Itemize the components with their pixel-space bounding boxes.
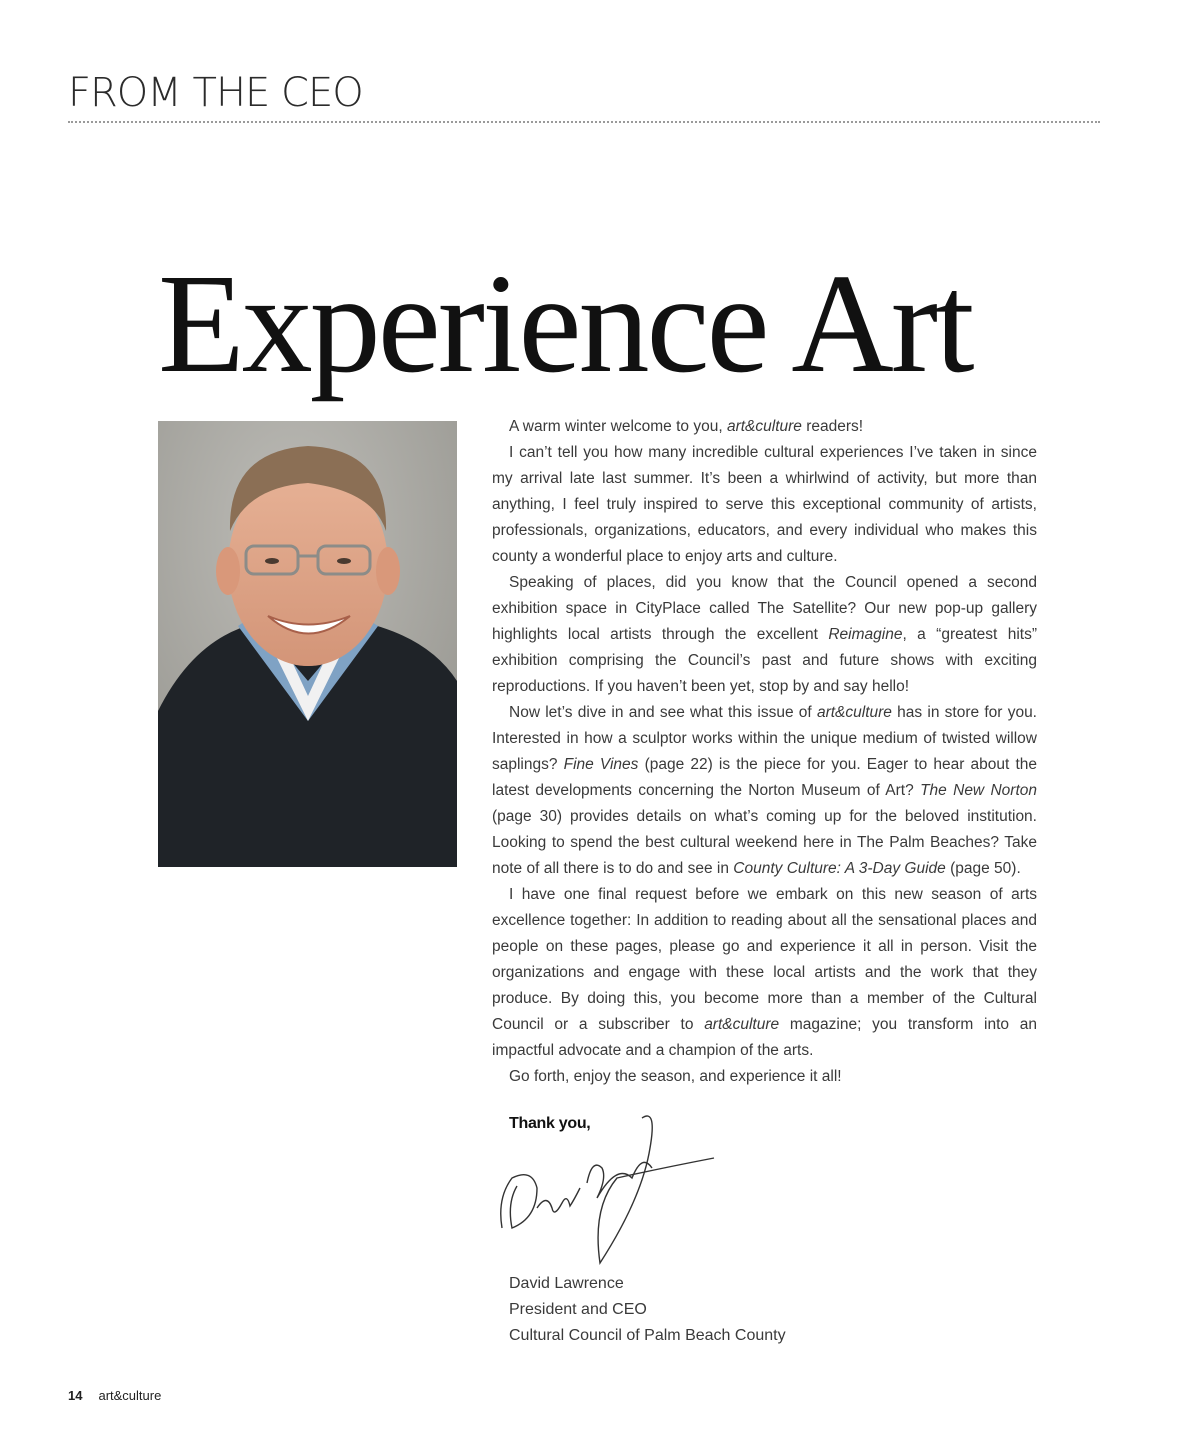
text-run: (page 30) provides details on what’s coming up for the beloved institution. Looking to spend the best cultural weekend here in The Palm Beaches? Take note of all there is to do and see in	[492, 808, 1037, 877]
text-run: A warm winter welcome to you,	[509, 418, 727, 435]
body-paragraph	[492, 440, 1037, 570]
text-run: Speaking of places, did you know that the Council opened a second exhibition space in CityPlace called The Satellite? Our new pop-up gallery highlights local artists through the excellent	[492, 574, 1037, 643]
italic-title-run: art&culture	[704, 1016, 780, 1033]
body-paragraph	[492, 570, 1037, 700]
text-run: I have one final request before we embark on this new season of arts excellence together: In addition to reading about all the sensational places and people on these pages, please go and experience it all in person. Visit the organizations and engage with these local artists and the work that they produce. By doing this, you become more than a member of the Cultural Council or a subscriber to	[492, 886, 1037, 1033]
page-footer	[68, 1388, 161, 1403]
closing-salutation: Thank you,	[509, 1115, 591, 1132]
body-paragraph	[492, 700, 1037, 882]
text-run: readers!	[801, 418, 864, 435]
signatory-name: David Lawrence	[509, 1275, 624, 1292]
dotted-divider	[68, 121, 1100, 123]
text-run: has in store for you. Interested in how a sculptor works within the unique medium of twisted willow saplings?	[492, 704, 1037, 773]
text-run: magazine; you transform into an impactful advocate and a champion of the arts.	[492, 1016, 1037, 1059]
signatory-block	[509, 1271, 786, 1349]
text-run: Now let’s dive in and see what this issue of	[509, 704, 817, 721]
body-paragraph	[492, 1064, 1037, 1090]
handwritten-signature	[492, 1108, 722, 1268]
body-paragraph	[492, 882, 1037, 1064]
body-paragraph	[492, 414, 1037, 440]
italic-title-run: Reimagine	[828, 626, 903, 643]
text-run: Go forth, enjoy the season, and experience it all!	[509, 1068, 842, 1085]
text-run: I can’t tell you how many incredible cultural experiences I’ve taken in since my arrival late last summer. It’s been a whirlwind of activity, but more than anything, I feel truly inspired to serve this exceptional community of artists, professionals, organizations, educators, and every individual who makes this county a wonderful place to enjoy arts and culture.	[492, 444, 1037, 565]
letter-body	[492, 414, 1037, 1090]
italic-title-run: art&culture	[816, 704, 892, 721]
section-title: FROM THE CEO	[68, 70, 363, 116]
italic-title-run: Fine Vines	[563, 756, 639, 773]
page-number: 14	[68, 1388, 83, 1403]
signatory-organization: Cultural Council of Palm Beach County	[509, 1327, 786, 1344]
italic-title-run: The New Norton	[920, 782, 1037, 799]
publication-name: art&culture	[98, 1388, 162, 1403]
headline: Experience Art	[158, 244, 972, 402]
text-run: (page 22) is the piece for you. Eager to hear about the latest developments concerning the Norton Museum of Art?	[492, 756, 1038, 799]
italic-title-run: art&culture	[726, 418, 802, 435]
ceo-portrait-photo	[158, 421, 457, 867]
italic-title-run: County Culture: A 3-Day Guide	[733, 860, 946, 877]
text-run: , a “greatest hits” exhibition comprising the Council’s past and future shows with exciting reproductions. If you haven’t been yet, stop by and say hello!	[492, 626, 1037, 695]
signatory-title: President and CEO	[509, 1301, 647, 1318]
text-run: (page 50).	[945, 860, 1021, 877]
